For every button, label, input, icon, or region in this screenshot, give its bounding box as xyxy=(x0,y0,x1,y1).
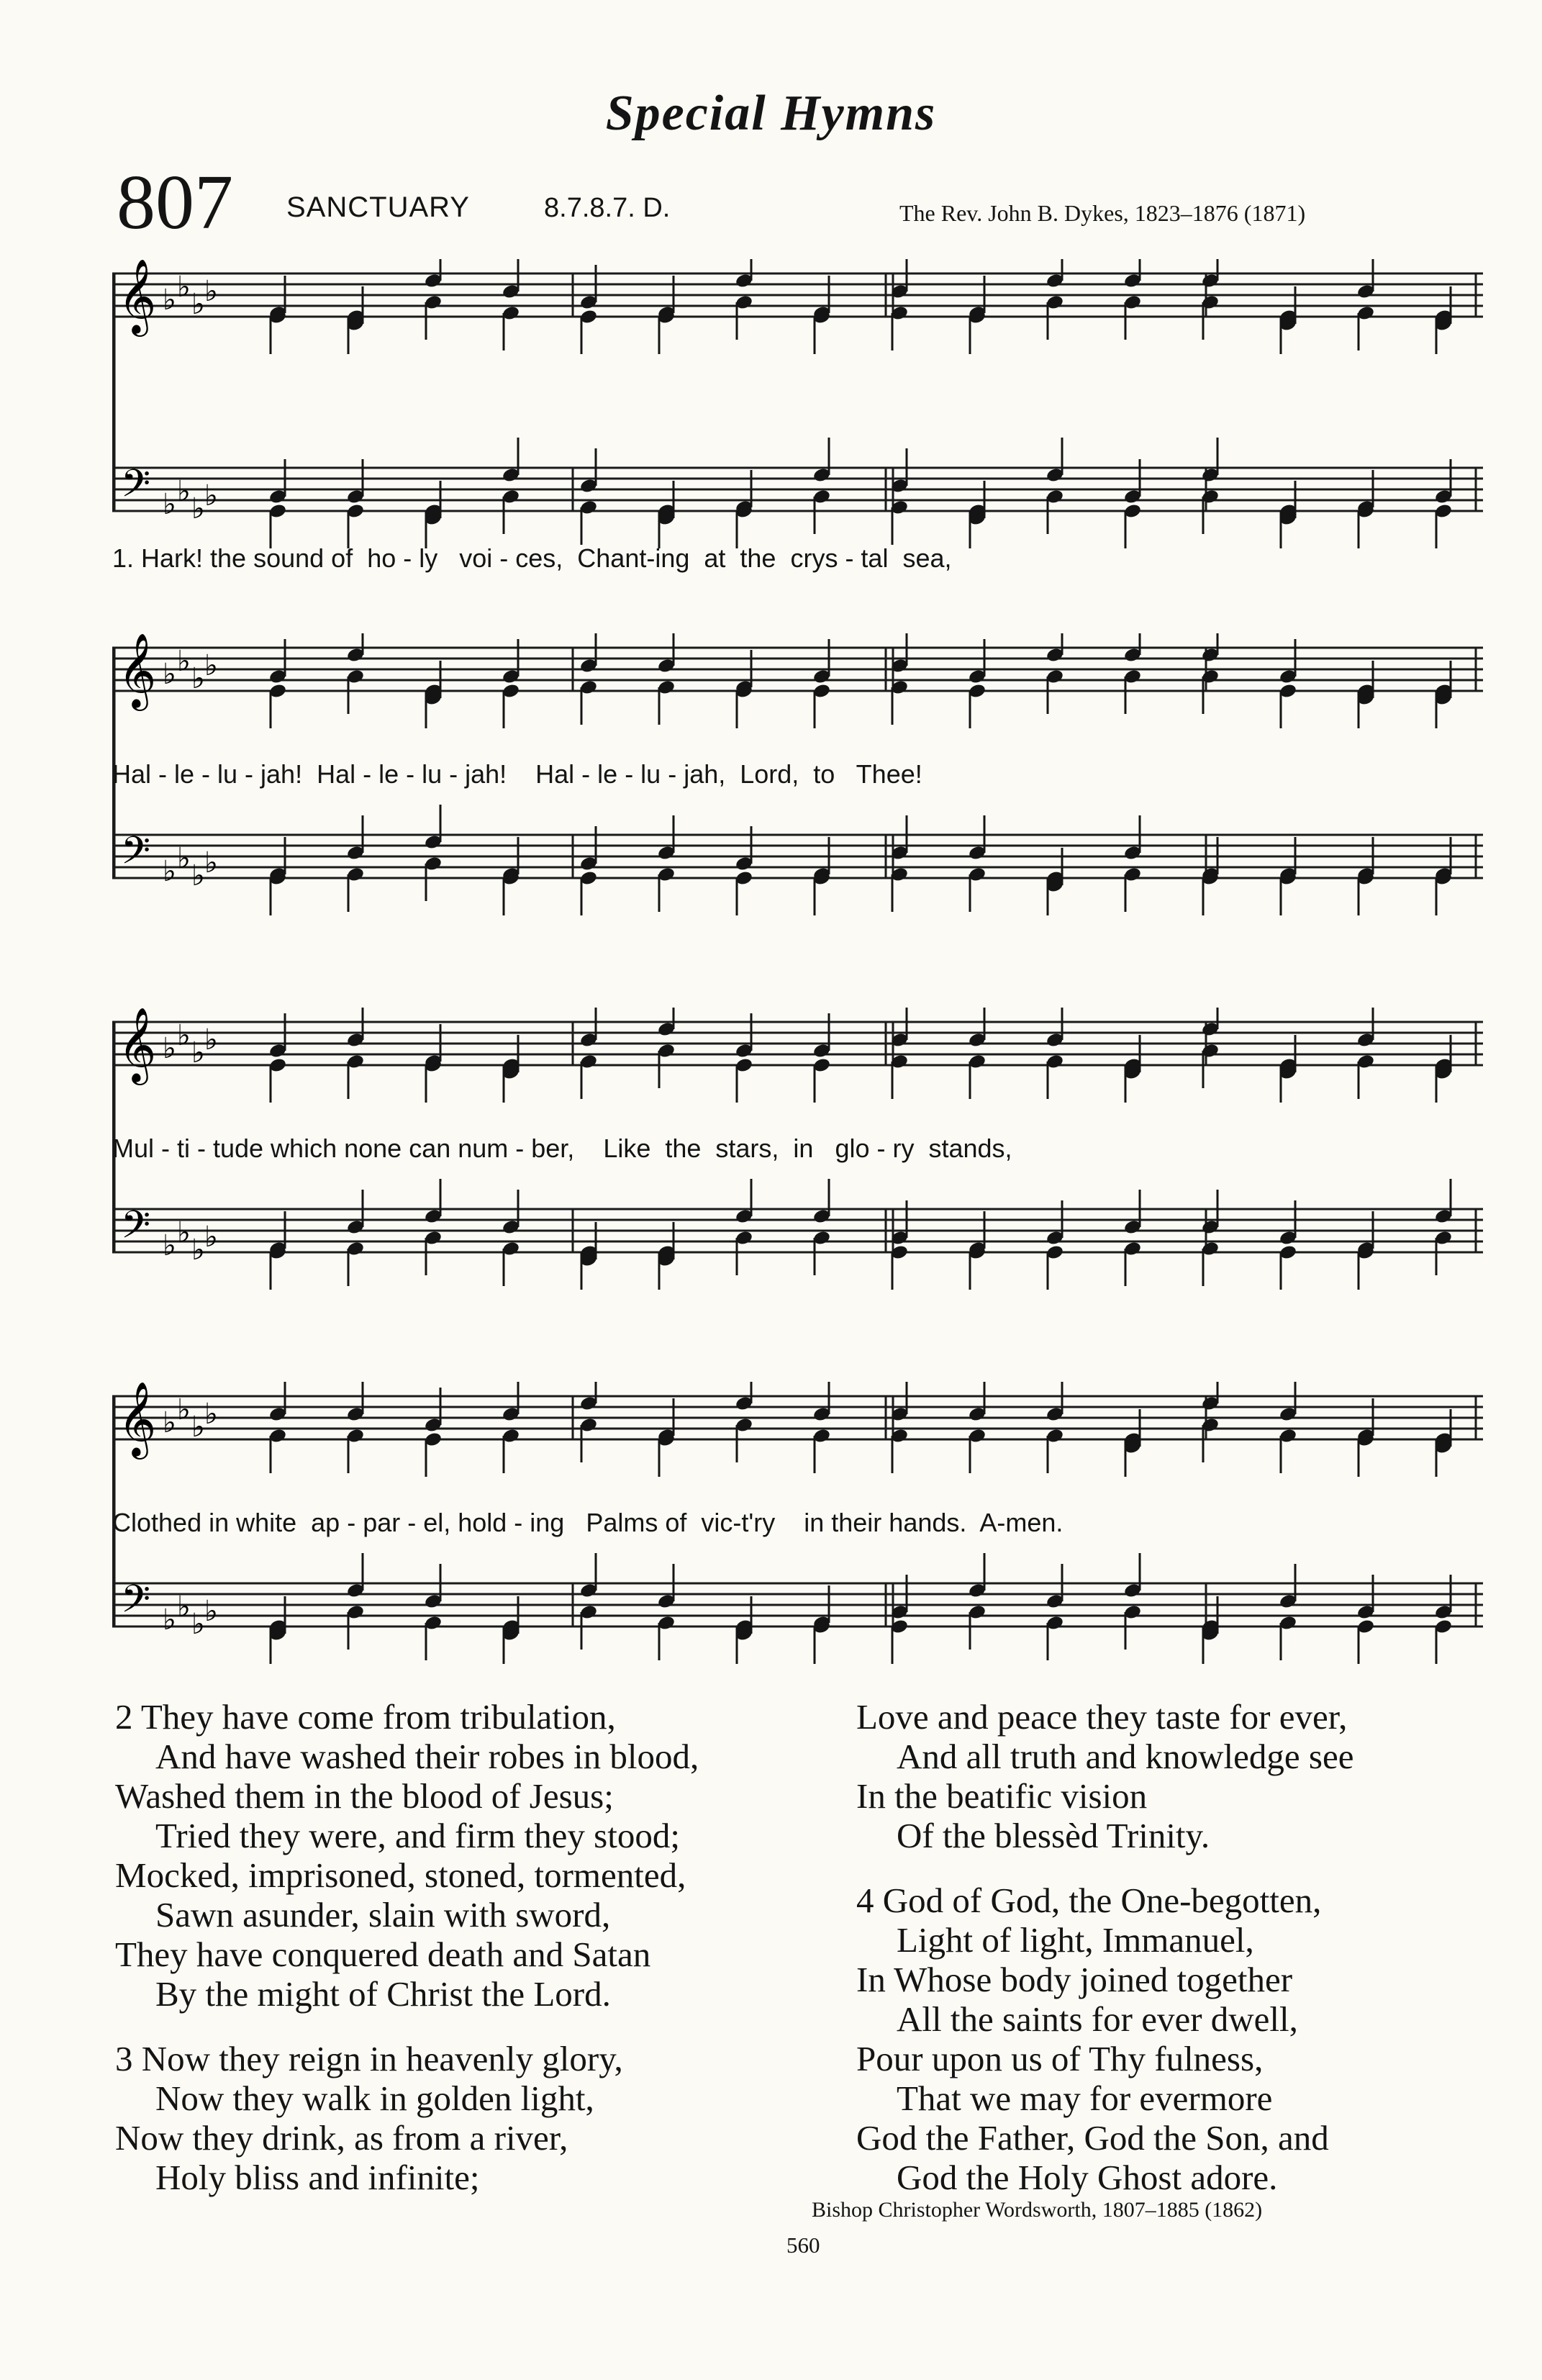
stanza-line: Now they drink, as from a river, xyxy=(115,2118,568,2158)
stanza-line: Now they walk in golden light, xyxy=(155,2078,594,2118)
lyrics-line-1: 1. Hark! the sound of ho - ly voi - ces, Chant-ing at the crys - tal sea, xyxy=(112,543,952,573)
flat-icon: ♭ xyxy=(163,1406,176,1439)
flat-icon: ♭ xyxy=(204,1595,218,1628)
stanza-line: Tried they were, and firm they stood; xyxy=(155,1816,680,1855)
page-number: 560 xyxy=(786,2232,820,2258)
flat-icon: ♭ xyxy=(204,1221,218,1254)
flat-icon: ♭ xyxy=(177,271,191,304)
flat-icon: ♭ xyxy=(204,649,218,682)
stanza-line: By the might of Christ the Lord. xyxy=(155,1974,611,2014)
stanza-line: God the Holy Ghost adore. xyxy=(897,2158,1278,2197)
composer-credit: The Rev. John B. Dykes, 1823–1876 (1871) xyxy=(899,200,1306,226)
stanza-line: Light of light, Immanuel, xyxy=(897,1920,1254,1960)
lyrics-line-2: Hal - le - lu - jah! Hal - le - lu - jah! Hal - le - lu - jah, Lord, to Thee! xyxy=(112,759,922,789)
flat-icon: ♭ xyxy=(163,658,176,691)
flat-icon: ♭ xyxy=(191,492,205,525)
lyrics-line-3: Mul - ti - tude which none can num - ber, Like the stars, in glo - ry stands, xyxy=(112,1134,1012,1163)
flat-icon: ♭ xyxy=(204,479,218,512)
lyrics-line-4: Clothed in white ap - par - el, hold - ing Palms of vic-t'ry in their hands. A-men. xyxy=(112,1508,1063,1537)
hymn-number: 807 xyxy=(117,160,233,245)
flat-icon: ♭ xyxy=(163,284,176,317)
flat-icon: ♭ xyxy=(177,475,191,508)
stanza-line: That we may for evermore xyxy=(897,2078,1273,2118)
stanza-3 xyxy=(115,2039,623,2197)
stanza-line: Holy bliss and infinite; xyxy=(155,2158,480,2197)
stanza-line: 2 They have come from tribulation, xyxy=(115,1697,616,1737)
music-system-3 xyxy=(112,1008,1487,1310)
treble-clef-icon: 𝄞 xyxy=(118,259,157,334)
meter: 8.7.8.7. D. xyxy=(544,193,671,223)
stanza-line: And all truth and knowledge see xyxy=(897,1737,1354,1776)
stanza-line: Sawn asunder, slain with sword, xyxy=(155,1895,611,1935)
flat-icon: ♭ xyxy=(163,1603,176,1637)
stanza-line: All the saints for ever dwell, xyxy=(897,1999,1298,2039)
section-title: Special Hymns xyxy=(605,86,937,141)
flat-icon: ♭ xyxy=(177,1393,191,1426)
flat-icon: ♭ xyxy=(204,1398,218,1431)
stanza-2-continued xyxy=(856,1697,1353,1855)
flat-icon: ♭ xyxy=(191,859,205,892)
stanza-line: In Whose body joined together xyxy=(856,1960,1293,1999)
flat-icon: ♭ xyxy=(204,275,218,308)
stanza-line: Washed them in the blood of Jesus; xyxy=(115,1776,614,1816)
bass-clef-icon: 𝄢 xyxy=(121,462,151,515)
flat-icon: ♭ xyxy=(191,1234,205,1267)
flat-icon: ♭ xyxy=(177,1019,191,1052)
stanza-line: 4 God of God, the One-begotten, xyxy=(856,1881,1322,1920)
stanza-line: They have conquered death and Satan xyxy=(115,1935,651,1974)
treble-clef-icon: 𝄞 xyxy=(118,1008,157,1082)
flat-icon: ♭ xyxy=(177,1591,191,1624)
flat-icon: ♭ xyxy=(191,1411,205,1444)
stanza-line: In the beatific vision xyxy=(856,1776,1148,1816)
stanza-line: 3 Now they reign in heavenly glory, xyxy=(115,2039,623,2078)
stanza-line: And have washed their robes in blood, xyxy=(155,1737,699,1776)
flat-icon: ♭ xyxy=(204,1023,218,1056)
bass-clef-icon: 𝄢 xyxy=(121,829,151,882)
flat-icon: ♭ xyxy=(177,645,191,678)
flat-icon: ♭ xyxy=(163,1229,176,1262)
bass-clef-icon: 𝄢 xyxy=(121,1578,151,1631)
flat-icon: ♭ xyxy=(204,846,218,879)
flat-icon: ♭ xyxy=(163,1032,176,1065)
music-notation-1 xyxy=(112,259,1487,561)
tune-name: SANCTUARY xyxy=(286,191,470,223)
flat-icon: ♭ xyxy=(163,855,176,888)
treble-clef-icon: 𝄞 xyxy=(118,1382,157,1457)
flat-icon: ♭ xyxy=(191,1608,205,1641)
text-author: Bishop Christopher Wordsworth, 1807–1885 (1862) xyxy=(812,2198,1263,2222)
stanza-line: Pour upon us of Thy fulness, xyxy=(856,2039,1264,2078)
flat-icon: ♭ xyxy=(163,488,176,521)
music-system-2 xyxy=(112,633,1487,936)
stanza-line: Mocked, imprisoned, stoned, tormented, xyxy=(115,1855,686,1895)
treble-clef-icon: 𝄞 xyxy=(118,633,157,708)
flat-icon: ♭ xyxy=(177,1216,191,1249)
flat-icon: ♭ xyxy=(191,288,205,321)
flat-icon: ♭ xyxy=(191,662,205,695)
stanza-2 xyxy=(115,1697,699,2014)
stanza-line: God the Father, God the Son, and xyxy=(856,2118,1329,2158)
stanza-4 xyxy=(856,1881,1329,2197)
flat-icon: ♭ xyxy=(177,842,191,875)
music-system-1 xyxy=(112,259,1487,573)
music-system-4 xyxy=(112,1382,1487,1684)
flat-icon: ♭ xyxy=(191,1036,205,1069)
stanza-line: Of the blessèd Trinity. xyxy=(897,1816,1210,1855)
bass-clef-icon: 𝄢 xyxy=(121,1203,151,1257)
stanza-line: Love and peace they taste for ever, xyxy=(856,1697,1348,1737)
